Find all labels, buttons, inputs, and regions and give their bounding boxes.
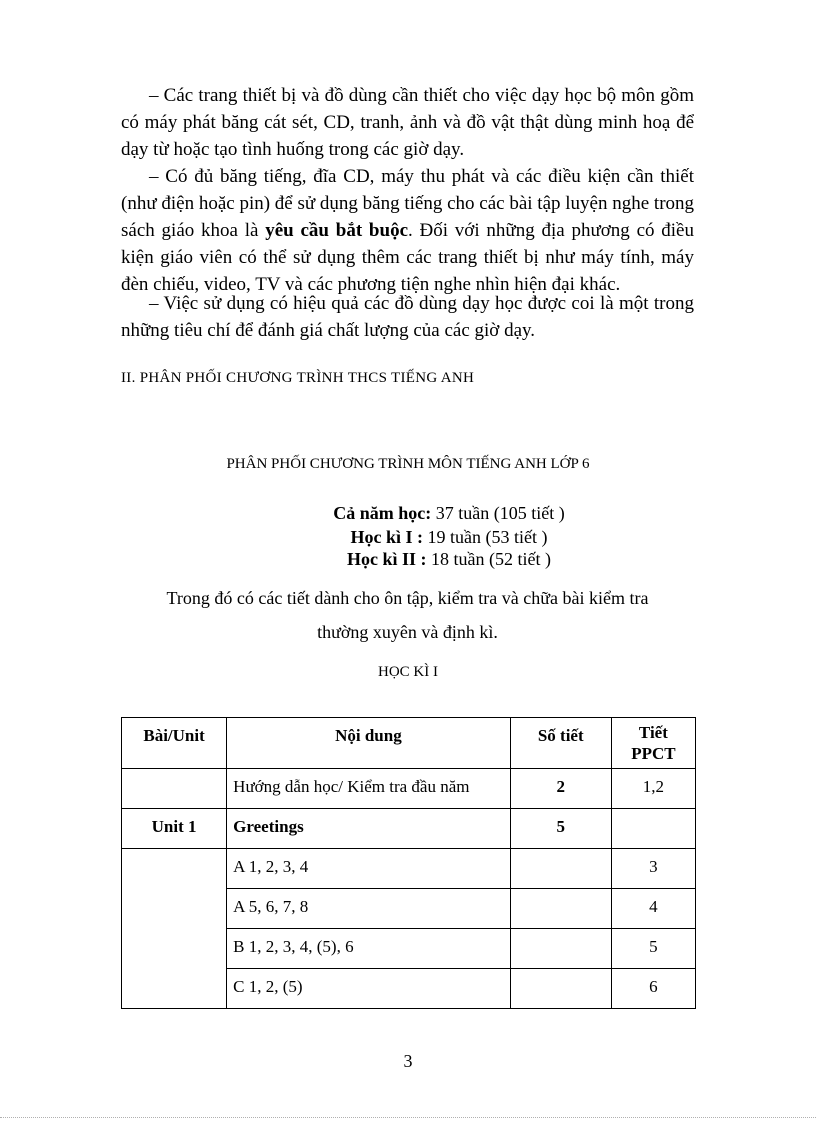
school-year-label: Cả năm học: bbox=[333, 503, 432, 523]
row-ppct: 3 bbox=[611, 849, 695, 889]
row-unit bbox=[122, 769, 227, 809]
program-title: PHÂN PHỐI CHƯƠNG TRÌNH MÔN TIẾNG ANH LỚP 6 bbox=[226, 456, 590, 472]
row-unit bbox=[122, 849, 227, 1009]
term2-line bbox=[0, 549, 816, 570]
row-hours bbox=[510, 969, 611, 1009]
term1-label: Học kì I : bbox=[350, 527, 424, 547]
row-hours bbox=[510, 889, 611, 929]
header-ppct-line2: PPCT bbox=[631, 744, 676, 763]
school-year-line bbox=[0, 503, 816, 524]
page-bottom-divider bbox=[0, 1117, 816, 1118]
audio-requirement-text-start: – Có đủ băng tiếng, đĩa CD, máy thu phát và các điều kiện cần thiết (như điện hoặc pin) để sử dụng băng tiếng cho các bài tập luyện nghe trong sách giáo khoa là bbox=[121, 166, 695, 241]
row-hours bbox=[510, 849, 611, 889]
audio-requirement-paragraph bbox=[121, 163, 694, 298]
row-content: Hướng dẫn học/ Kiểm tra đầu năm bbox=[227, 769, 510, 809]
section-heading: II. PHÂN PHỐI CHƯƠNG TRÌNH THCS TIẾNG ANH bbox=[121, 370, 475, 386]
table-row bbox=[122, 769, 696, 809]
term2-value: 18 tuần (52 tiết ) bbox=[426, 549, 551, 569]
term1-line bbox=[0, 527, 816, 548]
row-content: A 5, 6, 7, 8 bbox=[227, 889, 510, 929]
row-hours: 2 bbox=[510, 769, 611, 809]
row-content: Greetings bbox=[227, 809, 510, 849]
table-row bbox=[122, 849, 696, 889]
row-content: C 1, 2, (5) bbox=[227, 969, 510, 1009]
note-line-1: Trong đó có các tiết dành cho ôn tập, kiểm tra và chữa bài kiểm tra bbox=[166, 588, 649, 608]
equipment-paragraph: – Các trang thiết bị và đồ dùng cần thiết cho việc dạy học bộ môn gồm có máy phát băng cát sét, CD, tranh, ảnh và đồ vật thật dùng minh hoạ để dạy từ hoặc tạo tình huống trong các giờ dạy. bbox=[121, 85, 694, 160]
row-ppct bbox=[611, 809, 695, 849]
header-ppct bbox=[611, 718, 695, 769]
audio-requirement-text-end: . Đối với những địa phương có điều kiện giáo viên có thể sử dụng thêm các trang thiết bị như máy tính, máy đèn chiếu, video, TV và các phương tiện nghe nhìn hiện đại khác. bbox=[121, 220, 694, 295]
row-ppct: 5 bbox=[611, 929, 695, 969]
note-line-2: thường xuyên và định kì. bbox=[317, 622, 498, 642]
mandatory-requirement-text: yêu cầu bắt buộc bbox=[265, 220, 408, 241]
effective-use-paragraph: – Việc sử dụng có hiệu quả các đồ dùng dạy học được coi là một trong những tiêu chí để đánh giá chất lượng của các giờ dạy. bbox=[121, 293, 694, 341]
term1-value: 19 tuần (53 tiết ) bbox=[423, 527, 548, 547]
row-unit: Unit 1 bbox=[122, 809, 227, 849]
row-hours: 5 bbox=[510, 809, 611, 849]
header-content: Nội dung bbox=[227, 718, 510, 769]
term2-label: Học kì II : bbox=[347, 549, 427, 569]
header-ppct-line1: Tiết bbox=[638, 723, 668, 742]
header-unit: Bài/Unit bbox=[122, 718, 227, 769]
term-heading: HỌC KÌ I bbox=[378, 664, 438, 680]
row-hours bbox=[510, 929, 611, 969]
header-hours: Số tiết bbox=[510, 718, 611, 769]
row-ppct: 6 bbox=[611, 969, 695, 1009]
row-content: B 1, 2, 3, 4, (5), 6 bbox=[227, 929, 510, 969]
table-row bbox=[122, 809, 696, 849]
row-ppct: 1,2 bbox=[611, 769, 695, 809]
row-content: A 1, 2, 3, 4 bbox=[227, 849, 510, 889]
table-header-row bbox=[122, 718, 696, 769]
curriculum-table bbox=[121, 717, 696, 1009]
school-year-value: 37 tuần (105 tiết ) bbox=[431, 503, 565, 523]
row-ppct: 4 bbox=[611, 889, 695, 929]
page-number: 3 bbox=[403, 1051, 413, 1071]
